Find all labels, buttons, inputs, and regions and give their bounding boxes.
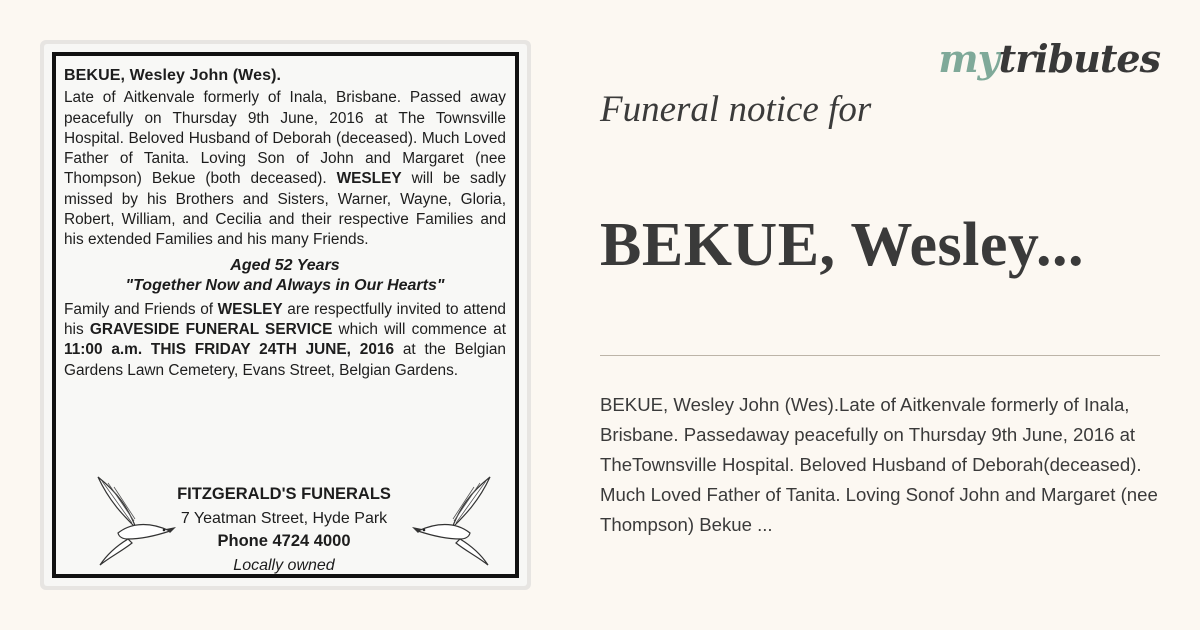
divider [600,355,1160,356]
notice-aged: Aged 52 Years [230,256,340,274]
notice-body [64,88,506,250]
service-bold2: GRAVESIDE FUNERAL SERVICE [89,320,333,338]
notice-card [40,40,531,590]
service-part2: are respectfully invited to attend his [64,300,506,338]
undertaker-block [64,473,506,573]
service-part1: Family and Friends of [64,300,214,318]
brand-logo-tributes: tributes [998,36,1160,81]
undertaker-name: FITZGERALD'S FUNERALS [177,485,391,503]
undertaker-phone: Phone 4724 4000 [217,532,351,550]
notice-border [52,52,519,578]
undertaker-text [164,483,404,577]
notice-body-part2: will be sadly missed by his Brothers and Sisters, Warner, Wayne, Gloria, Robert, William, and Cecilia and their respective Families and his extended Families and his many Friends. [64,170,506,249]
dove-right-icon [410,473,500,569]
service-bold1: WESLEY [217,300,283,318]
undertaker-tagline: Locally owned [233,556,335,574]
notice-body-bold: WESLEY [336,170,402,188]
notice-service [64,300,506,381]
page-kicker: Funeral notice for [600,89,872,130]
service-part4: at the Belgian Gardens Lawn Cemetery, Evans Street, Belgian Gardens. [64,341,506,379]
brand-logo-my: my [938,36,999,81]
undertaker-address: 7 Yeatman Street, Hyde Park [180,509,388,527]
brand-logo[interactable] [938,36,1160,81]
notice-excerpt: BEKUE, Wesley John (Wes).Late of Aitkenvale formerly of Inala, Brisbane. Passedaway peacefully on Thursday 9th June, 2016 at TheTownsville Hospital. Beloved Husband of Deborah(deceased). Much Loved Father of Tanita. Loving Sonof John and Margaret (nee Thompson) Bekue ... [600,394,1158,535]
notice-quote: "Together Now and Always in Our Hearts" [125,276,445,294]
service-part3: which will commence at [338,320,506,338]
page-title: BEKUE, Wesley... [600,211,1084,279]
notice-body-part1: Late of Aitkenvale formerly of Inala, Brisbane. Passed away peacefully on Thursday 9th June, 2016 at The Townsville Hospital. Beloved Husband of Deborah (deceased). Much Loved Father of Tanita. Loving Son of John and Margaret (nee Thompson) Bekue (both deceased). [64,89,506,188]
notice-name: BEKUE, Wesley John (Wes). [64,67,282,84]
service-bold3: 11:00 a.m. THIS FRIDAY 24TH JUNE, 2016 [64,341,394,359]
notice-text [64,66,506,574]
notice-paper [44,44,527,586]
